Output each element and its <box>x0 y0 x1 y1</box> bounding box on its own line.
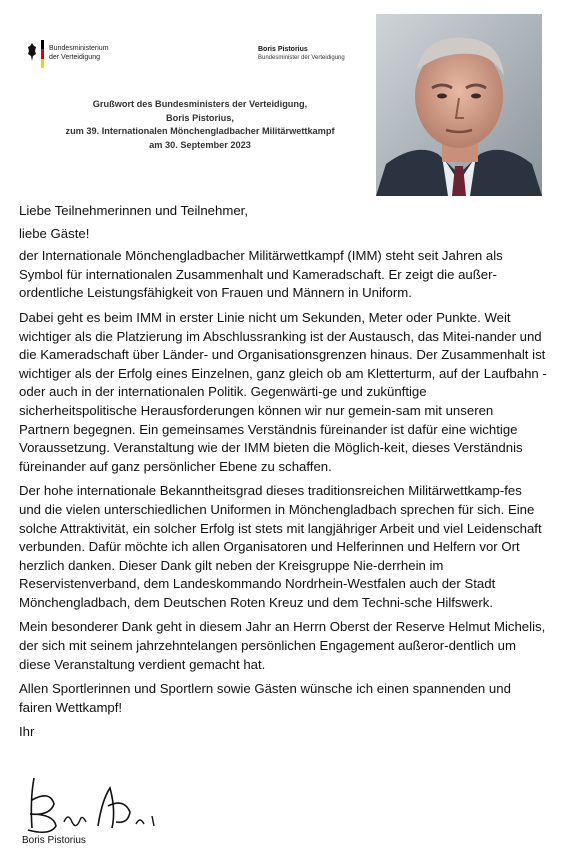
sender-role: Bundesminister der Verteidigung <box>258 55 345 61</box>
ministry-logo <box>27 40 167 70</box>
sender-block <box>258 45 345 63</box>
paragraph: Mein besonderer Dank geht in diesem Jahr an Herrn Oberst der Reserve Helmut Michelis, der sich mit seinem jahrzehntelangen persönlichen Engagement außeror-dentlich um diese Veranstaltung verdient gemacht hat. <box>19 619 546 672</box>
paragraph: Der hohe internationale Bekanntheitsgrad dieses traditionsreichen Militärwettkamp-fes und die vielen unterschiedlichen Uniformen in Mönchengladbach sprechen für sich. Eine solche Attraktivität, ein solcher Erfolg ist stets mit langjähriger Arbeit und viel Leidenschaft verbunden. Dafür möchte ich allen Organisatoren und Helferinnen und Helfern vor Ort herzlich danken. Dieser Dank gilt neben der Kreisgruppe Nie-derrhein im Reservistenverband, dem Landeskommando Nordrhein-Westfalen auch der Stadt Mönchengladbach, dem Deutschen Roten Kreuz und dem Techni-sche Hilfswerk. <box>19 483 542 610</box>
portrait-photo <box>376 14 542 196</box>
letter-header <box>0 0 561 200</box>
paragraph: Dabei geht es beim IMM in erster Linie nicht um Sekunden, Meter oder Punkte. Weit wichtiger als die Platzierung im Abschlussranking ist der Austausch, das Mitei-nander und die Kameradschaft über Länder- und Organisationsgrenzen hinaus. Der Zusammenhalt ist wichtiger als der Erfolg eines Einzelnen, ganz gleich ob am Kletterturm, auf der Laufbahn - oder auch in der internationalen Politik. Gegenwärti-ge und zukünftige sicherheitspolitische Herausforderungen können wir nur gemein-sam mit unseren Partnern begegnen. Ein gemeinsames Verständnis füreinander ist dafür eine wichtige Voraussetzung. Veranstaltung wie der IMM bieten die Möglich-keit, dieses Verständnis füreinander auf ganz persönlicher Ebene zu schaffen. <box>19 309 547 474</box>
german-flag-stripe <box>41 40 44 68</box>
handwritten-signature <box>20 770 180 840</box>
title-line: Boris Pistorius, <box>166 112 234 123</box>
sender-name: Boris Pistorius <box>258 46 308 53</box>
greeting-title <box>40 98 360 152</box>
ministry-name: Bundesministerium der Verteidigung <box>49 45 109 61</box>
federal-eagle-icon <box>27 42 37 62</box>
title-line: am 30. September 2023 <box>149 139 251 150</box>
paragraph: der Internationale Mönchengladbacher Militärwettkampf (IMM) steht seit Jahren als Symbol für internationalen Zusammenhalt und Kameradschaft. Er zeigt die außer-ordentliche Leistungsfähigkeit von Frauen und Männern in Uniform. <box>19 248 503 301</box>
title-line: zum 39. Internationalen Mönchengladbacher Militärwettkampf <box>65 126 335 136</box>
paragraph: Allen Sportlerinnen und Sportlern sowie Gästen wünsche ich einen spannenden und fairen Wettkampf! <box>19 681 511 715</box>
signature-name: Boris Pistorius <box>22 835 86 846</box>
salutation: liebe Gäste! <box>19 225 90 241</box>
salutation: Liebe Teilnehmerinnen und Teilnehmer, <box>19 203 248 218</box>
closing: Ihr <box>19 724 35 740</box>
title-line: Grußwort des Bundesministers der Verteidigung, <box>92 99 308 109</box>
letter-body <box>19 202 547 748</box>
